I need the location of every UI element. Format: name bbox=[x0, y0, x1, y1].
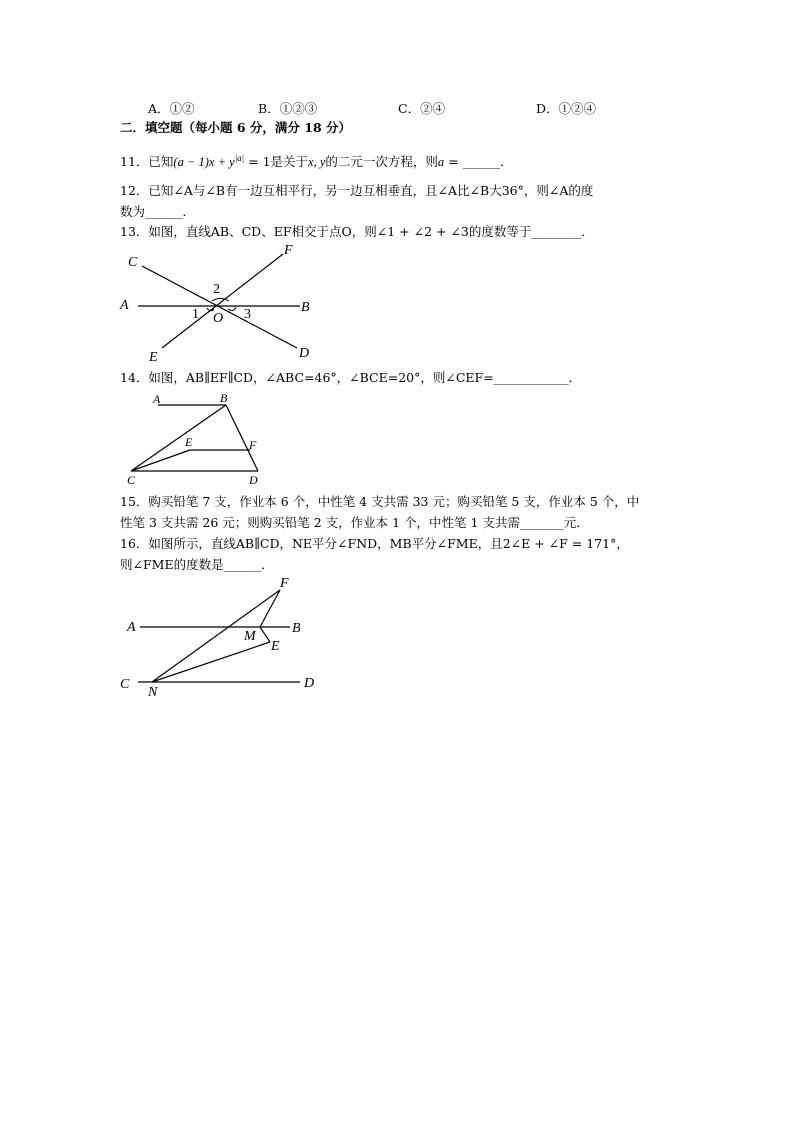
fig13-label-d: D bbox=[299, 346, 310, 361]
q11-part-c: 的二元一次方程，则 bbox=[325, 154, 438, 170]
fig13-label-b: B bbox=[301, 300, 310, 315]
choice-a-letter: A． bbox=[148, 101, 170, 116]
fig16-label-e: E bbox=[271, 639, 280, 654]
fig16-label-n: N bbox=[148, 685, 158, 700]
fig13-label-e: E bbox=[149, 350, 158, 365]
question-15-line1: 15．购买铅笔 7 支，作业本 6 个，中性笔 4 支共需 33 元；购买铅笔 5 支，作业本 5 个，中 bbox=[120, 494, 640, 509]
fig13-label-1: 1 bbox=[192, 307, 199, 322]
fig14-label-d: D bbox=[249, 473, 258, 487]
choice-b-value: ①②③ bbox=[279, 101, 318, 116]
q11-part-a: 11．已知 bbox=[120, 154, 174, 170]
fig14-label-b: B bbox=[220, 391, 228, 405]
choice-a-value: ①② bbox=[169, 101, 195, 116]
fig16-label-a: A bbox=[127, 620, 136, 635]
q11-exponent: |a| bbox=[234, 153, 245, 163]
choice-b-letter: B． bbox=[258, 101, 280, 116]
fig14-label-c: C bbox=[127, 473, 136, 487]
fig16-label-b: B bbox=[292, 621, 301, 636]
fig13-label-3: 3 bbox=[244, 307, 251, 322]
q11-part-d: = ______． bbox=[444, 154, 513, 170]
question-15-line2: 性笔 3 支共需 26 元；则购买铅笔 2 支，作业本 1 个，中性笔 1 支共需_______元． bbox=[120, 515, 589, 530]
fig14-label-e: E bbox=[185, 435, 193, 449]
question-12-line1: 12．已知∠A与∠B有一边互相平行，另一边互相垂直，且∠A比∠B大36°，则∠A的度 bbox=[120, 183, 594, 198]
question-13: 13．如图，直线AB、CD、EF相交于点O，则∠1 + ∠2 + ∠3的度数等于________． bbox=[120, 224, 594, 239]
fig13-label-f: F bbox=[284, 243, 293, 258]
fig13-label-o: O bbox=[213, 311, 224, 326]
choice-c-value: ②④ bbox=[420, 101, 446, 116]
question-12-line2: 数为______． bbox=[120, 204, 196, 219]
section-heading: 二．填空题（每小题 6 分，满分 18 分） bbox=[120, 120, 352, 135]
q11-var-a: a bbox=[437, 155, 445, 170]
fig14-label-a: A bbox=[153, 392, 161, 406]
question-16-line2: 则∠FME的度数是______． bbox=[120, 557, 274, 572]
fig14-label-f: F bbox=[249, 438, 257, 452]
q11-part-b: = 1是关于 bbox=[244, 154, 309, 170]
fig16-label-d: D bbox=[304, 676, 315, 691]
fig16-label-m: M bbox=[244, 629, 256, 644]
choice-c-letter: C． bbox=[398, 101, 421, 116]
question-16-line1: 16．如图所示，直线AB∥CD，NE平分∠FND，MB平分∠FME，且2∠E + ∠F = 171°， bbox=[120, 536, 629, 551]
fig16-label-f: F bbox=[280, 576, 289, 591]
q11-equation: (a − 1)x + y bbox=[173, 155, 235, 170]
fig13-label-2: 2 bbox=[213, 282, 220, 297]
choice-d-letter: D． bbox=[536, 101, 559, 116]
fig13-label-c: C bbox=[128, 255, 138, 270]
fig13-label-a: A bbox=[120, 298, 129, 313]
q11-vars: x, y bbox=[308, 155, 326, 170]
choice-d-value: ①②④ bbox=[558, 101, 597, 116]
question-14: 14．如图，AB∥EF∥CD，∠ABC=46°，∠BCE=20°，则∠CEF=____________． bbox=[120, 370, 582, 385]
fig16-label-c: C bbox=[120, 677, 130, 692]
